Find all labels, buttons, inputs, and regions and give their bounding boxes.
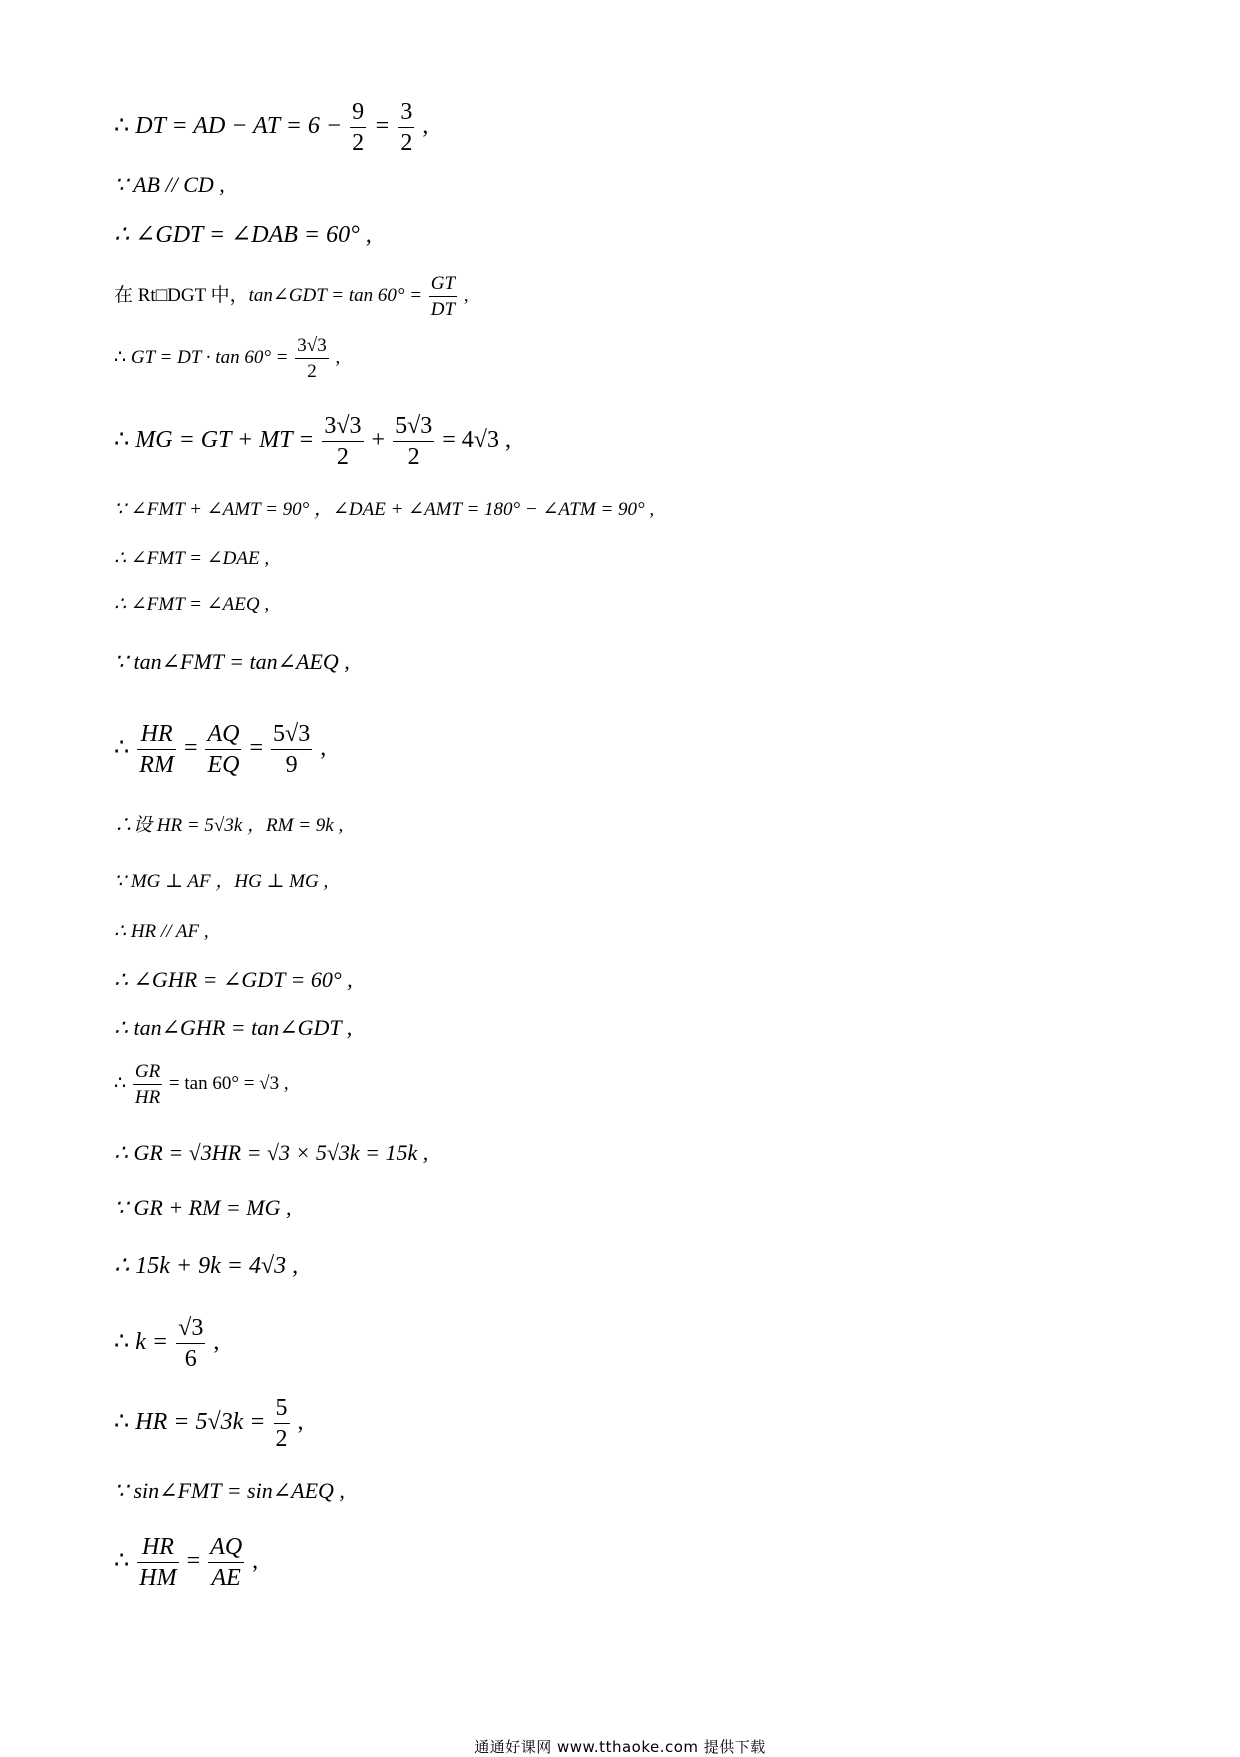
fraction (176, 1316, 205, 1371)
fraction-numerator: 3√3 (295, 336, 328, 359)
fraction-denominator: RM (139, 752, 174, 778)
therefore-symbol: ∴ (114, 1548, 136, 1575)
line-punctuation: = tan 60° = √3 , (164, 1072, 289, 1094)
fraction-numerator: GT (429, 274, 457, 297)
line-punctuation: , (330, 346, 341, 368)
equals-sign: = (177, 735, 204, 762)
fraction-denominator: 2 (352, 130, 365, 156)
fraction-denominator: 2 (407, 444, 420, 470)
fraction-numerator: 3 (398, 100, 414, 128)
fraction-numerator: 5 (274, 1396, 290, 1424)
fraction-numerator: 5√3 (393, 414, 434, 442)
therefore-symbol: ∴ (114, 1409, 136, 1436)
therefore-symbol: ∴ (114, 1072, 131, 1094)
line-punctuation: = 4√3 , (436, 427, 511, 454)
equals-sign: = (180, 1548, 207, 1575)
solution-line: ∴ tan∠GHR = tan∠GDT , (114, 1015, 353, 1040)
fraction (322, 414, 363, 469)
solution-line: ∵ sin∠FMT = sin∠AEQ , (114, 1478, 345, 1503)
fraction-numerator: 9 (350, 100, 366, 128)
fraction-denominator: AE (211, 1565, 241, 1591)
fraction (137, 1535, 178, 1590)
solution-line: ∵ MG ⊥ AF ，HG ⊥ MG , (114, 871, 329, 892)
solution-line: ∵ AB // CD , (114, 172, 225, 197)
therefore-symbol: ∴ (114, 735, 136, 762)
fraction-numerator: 5√3 (271, 722, 312, 750)
fraction-numerator: GR (133, 1062, 162, 1085)
solution-line: ∴ ∠FMT = ∠AEQ , (114, 594, 270, 615)
solution-line (114, 722, 326, 777)
solution-line: ∵ GR + RM = MG , (114, 1195, 292, 1220)
solution-line: ∴ ∠GHR = ∠GDT = 60° , (114, 967, 353, 992)
solution-line: ∴ GR = √3HR = √3 × 5√3k = 15k , (114, 1140, 429, 1165)
fraction (271, 722, 312, 777)
fraction (429, 274, 457, 319)
math-expression: DT = AD − AT = 6 − (135, 113, 349, 140)
solution-line: ∴ HR // AF , (114, 921, 209, 942)
fraction-denominator: 2 (307, 361, 317, 382)
fraction-numerator: AQ (205, 722, 241, 750)
solution-line (114, 1316, 219, 1371)
line-punctuation: , (416, 113, 429, 140)
solution-line: ∵ ∠FMT + ∠AMT = 90° ，∠DAE + ∠AMT = 180° − ∠ATM = 90° , (114, 499, 655, 520)
solution-line (114, 336, 340, 381)
fraction-numerator: HR (137, 722, 176, 750)
solution-line (114, 100, 428, 155)
fraction-denominator: DT (430, 299, 456, 320)
math-expression: tan∠GDT = tan 60° = (248, 284, 427, 306)
fraction-denominator: HM (139, 1565, 177, 1591)
line-punctuation: , (314, 735, 327, 762)
solution-line (114, 274, 469, 319)
fraction (398, 100, 414, 155)
fraction-denominator: HR (134, 1087, 161, 1108)
fraction (205, 722, 241, 777)
line-punctuation: , (246, 1548, 259, 1575)
fraction-denominator: EQ (207, 752, 240, 778)
fraction-denominator: 9 (285, 752, 298, 778)
math-expression: k = (135, 1329, 175, 1356)
fraction-denominator: 2 (336, 444, 349, 470)
fraction-numerator: HR (137, 1535, 178, 1563)
solution-line: ∴ ∠FMT = ∠DAE , (114, 548, 270, 569)
solution-line (114, 1062, 289, 1107)
fraction (393, 414, 434, 469)
therefore-symbol: ∴ (114, 113, 136, 140)
solution-line: ∴ ∠GDT = ∠DAB = 60° , (114, 222, 372, 248)
line-punctuation: , (291, 1409, 304, 1436)
plus-sign: + (365, 427, 392, 454)
solution-line: ∴设 HR = 5√3k ，RM = 9k , (114, 815, 344, 836)
fraction-denominator: 2 (275, 1426, 288, 1452)
solution-line: ∴ 15k + 9k = 4√3 , (114, 1253, 299, 1279)
equals-sign: = (243, 735, 270, 762)
footer-watermark: 通通好课网 www.tthaoke.com 提供下载 (474, 1738, 766, 1756)
fraction (133, 1062, 162, 1107)
line-punctuation: , (459, 284, 469, 306)
fraction-numerator: 3√3 (322, 414, 363, 442)
solution-line (114, 1396, 304, 1451)
fraction (208, 1535, 244, 1590)
math-expression: HR = 5√3k = (135, 1409, 272, 1436)
fraction-denominator: 6 (184, 1346, 197, 1372)
therefore-symbol: ∴ (114, 427, 136, 454)
math-expression: GT = DT · tan 60° = (130, 346, 294, 368)
equals-sign: = (368, 113, 397, 140)
solution-line: ∵ tan∠FMT = tan∠AEQ , (114, 649, 350, 674)
fraction (274, 1396, 290, 1451)
fraction (350, 100, 366, 155)
fraction (137, 722, 176, 777)
therefore-symbol: ∴ (114, 1329, 136, 1356)
solution-line (114, 1535, 258, 1590)
solution-line (114, 414, 511, 469)
fraction-denominator: 2 (400, 130, 413, 156)
therefore-symbol: ∴ (114, 346, 131, 368)
fraction-numerator: √3 (176, 1316, 205, 1344)
math-expression: MG = GT + MT = (135, 427, 321, 454)
fraction (295, 336, 328, 381)
line-punctuation: , (207, 1329, 220, 1356)
fraction-numerator: AQ (208, 1535, 244, 1563)
line-prefix: 在 Rt□DGT 中， (114, 284, 249, 306)
